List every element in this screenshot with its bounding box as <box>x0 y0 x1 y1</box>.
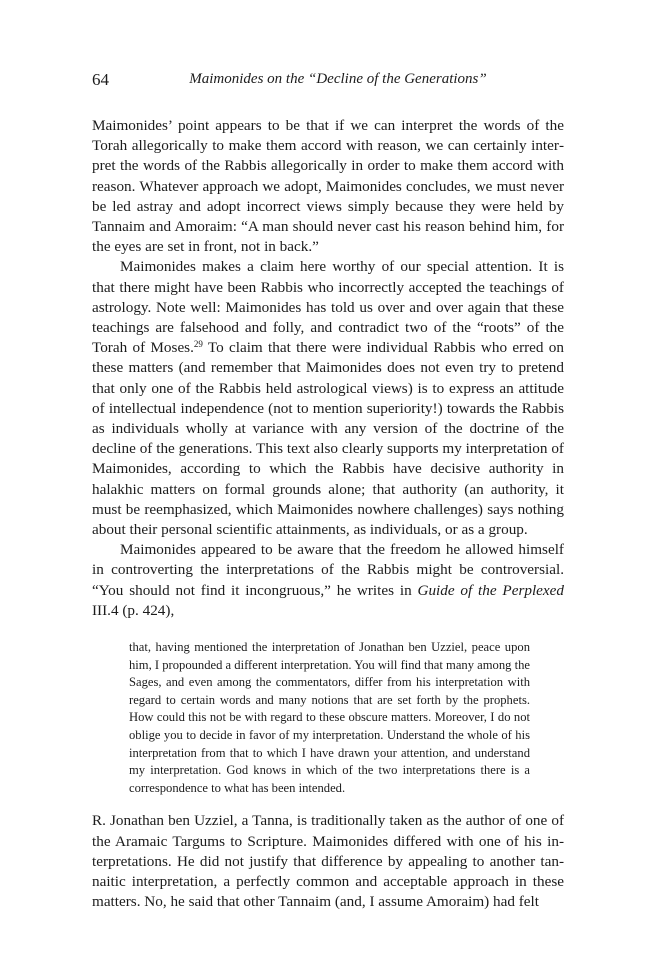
paragraph-2-part-1: Maimonides makes a claim here worthy of our special attention. It is that there might have been Rabbis who incorrectly accepted the teachings of astrology. Note well: Maimonides has told us over and over again that these teachings are falsehood and folly, and contradict two of the “roots” of the Torah of Moses. <box>92 258 564 357</box>
footnote-ref-29[interactable]: 29 <box>193 339 203 350</box>
paragraph-2-part-2: To claim that there were individual Rabbis who erred on these matters (and remember that Maimonides does not even try to pretend that only one of the Rabbis held astrological views) is to express an attitude of intellectual independence (not to mention superiority!) towards the Rabbis as individuals wholly at variance with any version of the doctrine of the decline of the generations. This text also clearly supports my interpretation of Maimonides, according to which the Rabbis have decisive authority in halakhic matters on formal grounds alone; that authority (an authority, it must be reemphasized, which Maimonides nowhere challenges) says nothing about their personal scientific attainments, as individuals, or as a group. <box>92 339 564 539</box>
paragraph-2 <box>92 257 564 540</box>
page-number: 64 <box>92 70 109 89</box>
paragraph-3 <box>92 540 564 621</box>
running-header <box>92 70 564 92</box>
paragraph-3-part-2: III.4 (p. 424), <box>92 601 175 619</box>
body-text <box>92 116 564 912</box>
book-title: Guide of the Perplexed <box>417 581 564 599</box>
paragraph-1: Maimonides’ point appears to be that if we can interpret the words of the Torah allegorically to make them accord with reason, we can certainly interpret the words of the Rabbis allegorically in order to make them accord with reason. Whatever approach we adopt, Maimonides concludes, we must never be led astray and adopt incorrect views simply because they were held by Tannaim and Amoraim: “A man should never cast his reason behind him, for the eyes are set in front, not in back.” <box>92 117 564 256</box>
paragraph-4: R. Jonathan ben Uzziel, a Tanna, is traditionally taken as the author of one of the Aramaic Targums to Scripture. Maimonides differed with one of his interpretations. He did not justify that difference by appealing to another tannaitic interpretation, a perfectly common and acceptable approach in these matters. No, he said that other Tannaim (and, I assume Amoraim) had felt <box>92 812 564 911</box>
running-title: Maimonides on the “Decline of the Generations” <box>189 71 487 87</box>
block-quote <box>92 639 564 797</box>
block-quote-text: that, having mentioned the interpretation of Jonathan ben Uzziel, peace upon him, I propounded a different interpretation. You will find that many among the Sages, and even among the commentators, differ from his interpretation with regard to certain words and many notions that are set forth by the prophets. How could this not be with regard to these obscure matters. Moreover, I do not oblige you to decide in favor of my interpretation. Understand the whole of his interpretation from that to which I have drawn your attention, and understand my interpretation. God knows in which of the two interpretations there is a correspondence to what has been intended. <box>129 640 530 795</box>
paragraph-3-part-1: Maimonides appeared to be aware that the freedom he allowed himself in controverting the interpretations of the Rabbis might be controversial. “You should not find it incongruous,” he writes in <box>92 541 564 599</box>
